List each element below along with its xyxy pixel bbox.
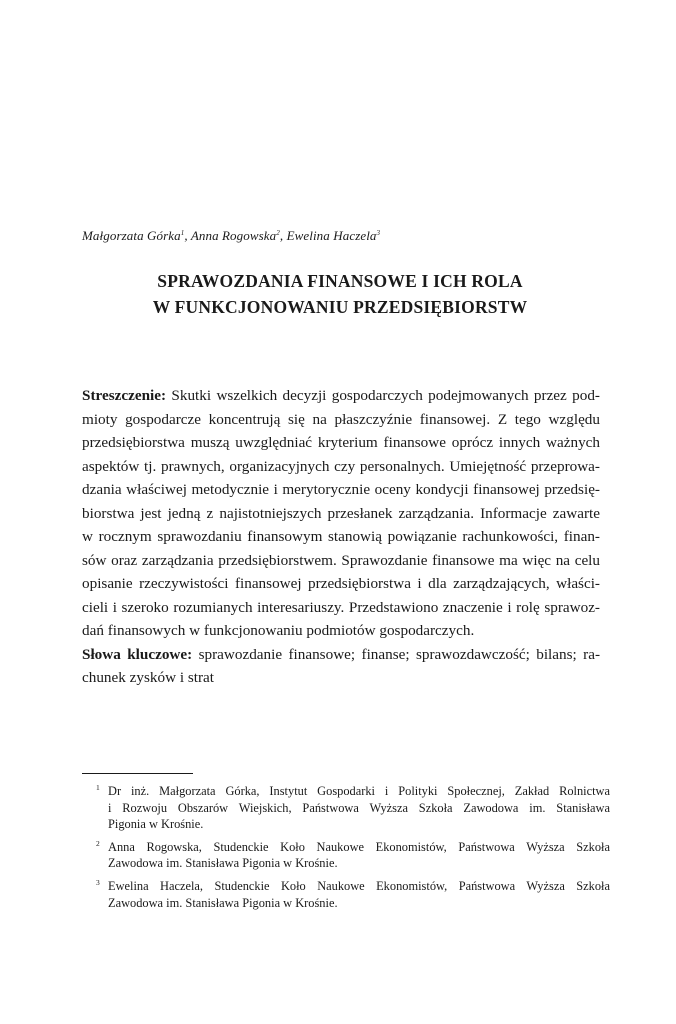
abstract-line: w rocznym sprawozdaniu finansowym stanowią powiązanie rachunkowości, finan- — [82, 528, 600, 545]
keywords-label: Słowa kluczowe: — [82, 645, 193, 663]
abstract-line: aspektów tj. prawnych, organizacyjnych czy personalnych. Umiejętność przeprowa- — [82, 457, 600, 475]
footnote-line: Zawodowa im. Stanisława Pigonia w Krośnie. — [108, 895, 338, 910]
footnote-number: 3 — [96, 877, 100, 887]
footnote-line: Dr inż. Małgorzata Górka, Instytut Gospodarki i Polityki Społecznej, Zakład Rolnictwa — [108, 784, 610, 798]
abstract-line: dań finansowych w funkcjonowaniu podmiotów gospodarczych. — [82, 622, 475, 639]
keywords-line: chunek zysków i strat — [82, 669, 215, 686]
abstract-line: dzania właściwej metodycznie i merytorycznie oceny kondycji finansowej przedsię- — [82, 481, 600, 498]
author-1-name: Małgorzata Górka — [82, 228, 181, 243]
author-2-name: Anna Rogowska — [190, 228, 277, 243]
author-separator: , — [184, 228, 191, 243]
footnote-line: Anna Rogowska, Studenckie Koło Naukowe Ekonomistów, Państwowa Wyższa Szkoła — [108, 839, 610, 854]
footnote-line: Pigonia w Krośnie. — [108, 817, 204, 832]
abstract-line: biorstwa jest jedną z najistotniejszych przesłanek zarządzania. Informacje zawarte — [82, 504, 600, 522]
article-title — [82, 268, 598, 320]
footnote-line: Ewelina Haczela, Studenckie Koło Naukowe Ekonomistów, Państwowa Wyższa Szkoła — [108, 878, 610, 893]
author-1-footnote-mark[interactable]: 1 — [180, 229, 185, 237]
footnote-3 — [82, 878, 610, 911]
footnote-2 — [82, 839, 610, 872]
abstract-line: mioty gospodarcze koncentrują się na płaszczyźnie finansowej. Z tego względu — [82, 410, 600, 428]
footnote-line: Zawodowa im. Stanisława Pigonia w Krośnie. — [108, 856, 338, 871]
abstract-block — [82, 384, 600, 690]
abstract-line: sów oraz zarządzania przedsiębiorstwem. Sprawozdanie finansowe ma więc na celu — [82, 551, 600, 569]
author-2-footnote-mark[interactable]: 2 — [276, 229, 280, 237]
abstract-line: Streszczenie: Skutki wszelkich decyzji gospodarczych podejmowanych przez pod- — [82, 387, 600, 404]
author-3-footnote-mark[interactable]: 3 — [376, 229, 381, 237]
author-3-name: Ewelina Haczela — [286, 228, 377, 243]
footnote-number: 2 — [96, 838, 100, 848]
footnote-separator — [82, 773, 193, 774]
author-line — [82, 228, 380, 244]
title-line-2: W FUNKCJONOWANIU PRZEDSIĘBIORSTW — [152, 297, 528, 317]
author-separator: , — [279, 228, 287, 243]
abstract-label: Streszczenie: — [82, 387, 167, 404]
abstract-line: przedsiębiorstwa muszą uwzględniać kryterium finansowe oprócz innych ważnych — [82, 434, 600, 451]
footnotes — [82, 783, 610, 917]
title-line-1: SPRAWOZDANIA FINANSOWE I ICH ROLA — [157, 271, 523, 291]
abstract-line: opisanie rzeczywistości finansowej przedsiębiorstwa i dla zarządzających, właści- — [82, 575, 600, 592]
keywords-line: Słowa kluczowe: sprawozdanie finansowe; finanse; sprawozdawczość; bilans; ra- — [82, 645, 601, 663]
footnote-number: 1 — [96, 783, 100, 792]
footnote-line: i Rozwoju Obszarów Wiejskich, Państwowa Wyższa Szkoła Zawodowa im. Stanisława — [108, 800, 610, 815]
abstract-line: cieli i szeroko rozumianych interesariuszy. Przedstawiono znaczenie i rolę sprawoz- — [82, 598, 600, 616]
footnote-1 — [82, 783, 610, 833]
